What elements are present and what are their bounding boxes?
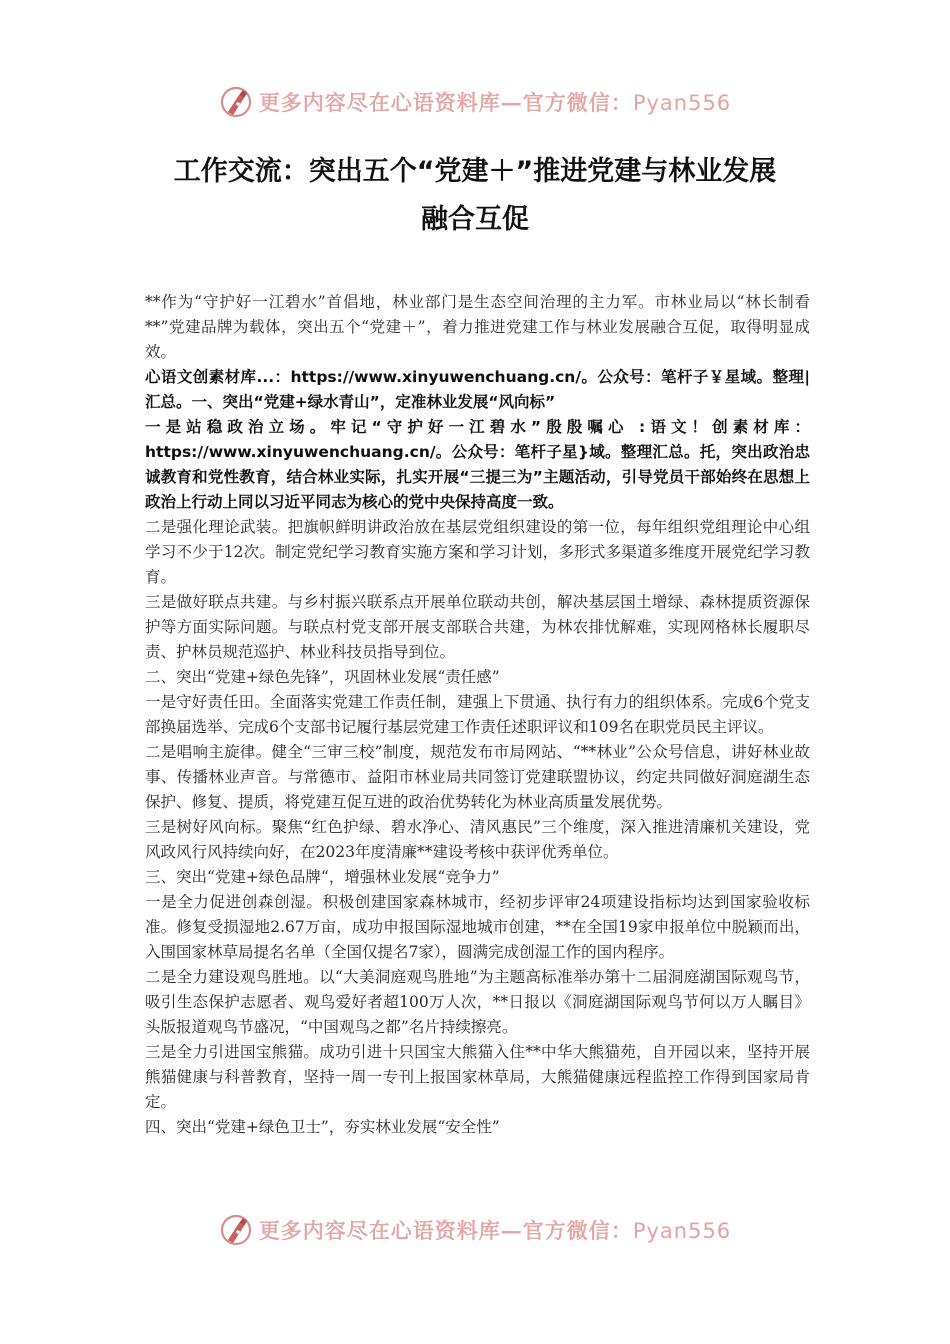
section-heading: 三、突出“党建+绿色品牌“，增强林业发展“竞争力” (145, 868, 500, 886)
section-heading: 四、突出“党建+绿色卫士”，夯实林业发展“安全性” (145, 1118, 500, 1136)
paragraph: 三是树好风向标。聚焦“红色护绿、碧水净心、清风惠民”三个维度，深入推进清廉机关建设，党风政风行风持续向好，在2023年度清廉**建设考核中获评优秀单位。 (145, 818, 810, 861)
paragraph: 一是全力促进创森创湿。积极创建国家森林城市，经初步评审24项建设指标均达到国家验收标准。修复受损湿地2.67万亩，成功申报国际湿地城市创建，**在全国19家申报单位中脱颖而出，入围国家林草局提名名单（全国仅提名7家），圆满完成创湿工作的国内程序。 (145, 893, 810, 961)
footer-banner (0, 1210, 950, 1250)
banner-wechat-id: Pyan556 (632, 91, 732, 115)
header-banner (0, 82, 950, 122)
paragraph: 二是强化理论武装。把旗帜鲜明讲政治放在基层党组织建设的第一位，每年组织党组理论中心组学习不少于12次。制定党纪学习教育实施方案和学习计划，多形式多渠道多维度开展党纪学习教育。 (145, 518, 810, 586)
pen-nib-circle-logo-icon (219, 1213, 253, 1247)
article-body (145, 290, 810, 1140)
paragraph: 二是唱响主旋律。健全“三审三校”制度，规范发布市局网站、“**林业”公众号信息，讲好林业故事、传播林业声音。与常德市、益阳市林业局共同签订党建联盟协议，约定共同做好洞庭湖生态保护、修复、提质，将党建互促互进的政治优势转化为林业高质量发展优势。 (145, 743, 810, 811)
banner-main-text: 更多内容尽在心语资料库—官方微信： (258, 1218, 633, 1243)
paragraph: 二是全力建设观鸟胜地。以“大美洞庭观鸟胜地”为主题高标准举办第十二届洞庭湖国际观鸟节，吸引生态保护志愿者、观鸟爱好者超100万人次，**日报以《洞庭湖国际观鸟节何以万人瞩目》头版报道观鸟节盛况，“中国观鸟之都”名片持续擦亮。 (145, 968, 810, 1036)
paragraph: **作为“守护好一江碧水”首倡地，林业部门是生态空间治理的主力军。市林业局以“林长制看**”党建品牌为载体，突出五个“党建＋”，着力推进党建工作与林业发展融合互促，取得明显成效。 (145, 293, 810, 361)
page-title (120, 148, 830, 244)
banner-text (259, 1215, 731, 1245)
watermark-paragraph: 一是站稳政治立场。牢记“守护好一江碧水”殷殷嘱心 :语文！创素材库：https://www.xinyuwenchuang.cn/。公众号：笔杆子星}域。整理汇总。托，突出政治忠诚教育和党性教育，结合林业实际，扎实开展“三提三为”主题活动，引导党员干部始终在思想上政治上行动上同以习近平同志为核心的党中央保持高度一致。 (145, 418, 810, 511)
section-heading: 二、突出“党建+绿色先锋”，巩固林业发展“责任感” (145, 668, 500, 686)
watermark-paragraph: 心语文创素材库...：https://www.xinyuwenchuang.cn/。公众号：笔杆子￥星域。整理|汇总。一、突出“党建+绿水青山”，定准林业发展“风向标” (145, 368, 810, 411)
title-line-2: 融合互促 (421, 204, 529, 235)
banner-main-text: 更多内容尽在心语资料库—官方微信： (258, 90, 633, 115)
banner-text (259, 87, 731, 117)
paragraph: 三是全力引进国宝熊猫。成功引进十只国宝大熊猫入住**中华大熊猫苑，自开园以来，坚持开展熊猫健康与科普教育，坚持一周一专刊上报国家林草局，大熊猫健康远程监控工作得到国家局肯定。 (145, 1043, 810, 1111)
pen-nib-circle-logo-icon (219, 85, 253, 119)
paragraph: 一是守好责任田。全面落实党建工作责任制，建强上下贯通、执行有力的组织体系。完成6个党支部换届选举、完成6个支部书记履行基层党建工作责任述职评议和109名在职党员民主评议。 (145, 693, 810, 736)
paragraph: 三是做好联点共建。与乡村振兴联系点开展单位联动共创，解决基层国土增绿、森林提质资源保护等方面实际问题。与联点村党支部开展支部联合共建，为林农排忧解难，实现网格林长履职尽责、护林员规范巡护、林业科技员指导到位。 (145, 593, 810, 661)
banner-wechat-id: Pyan556 (632, 1219, 732, 1243)
title-line-1: 工作交流：突出五个“党建＋”推进党建与林业发展 (173, 156, 777, 187)
